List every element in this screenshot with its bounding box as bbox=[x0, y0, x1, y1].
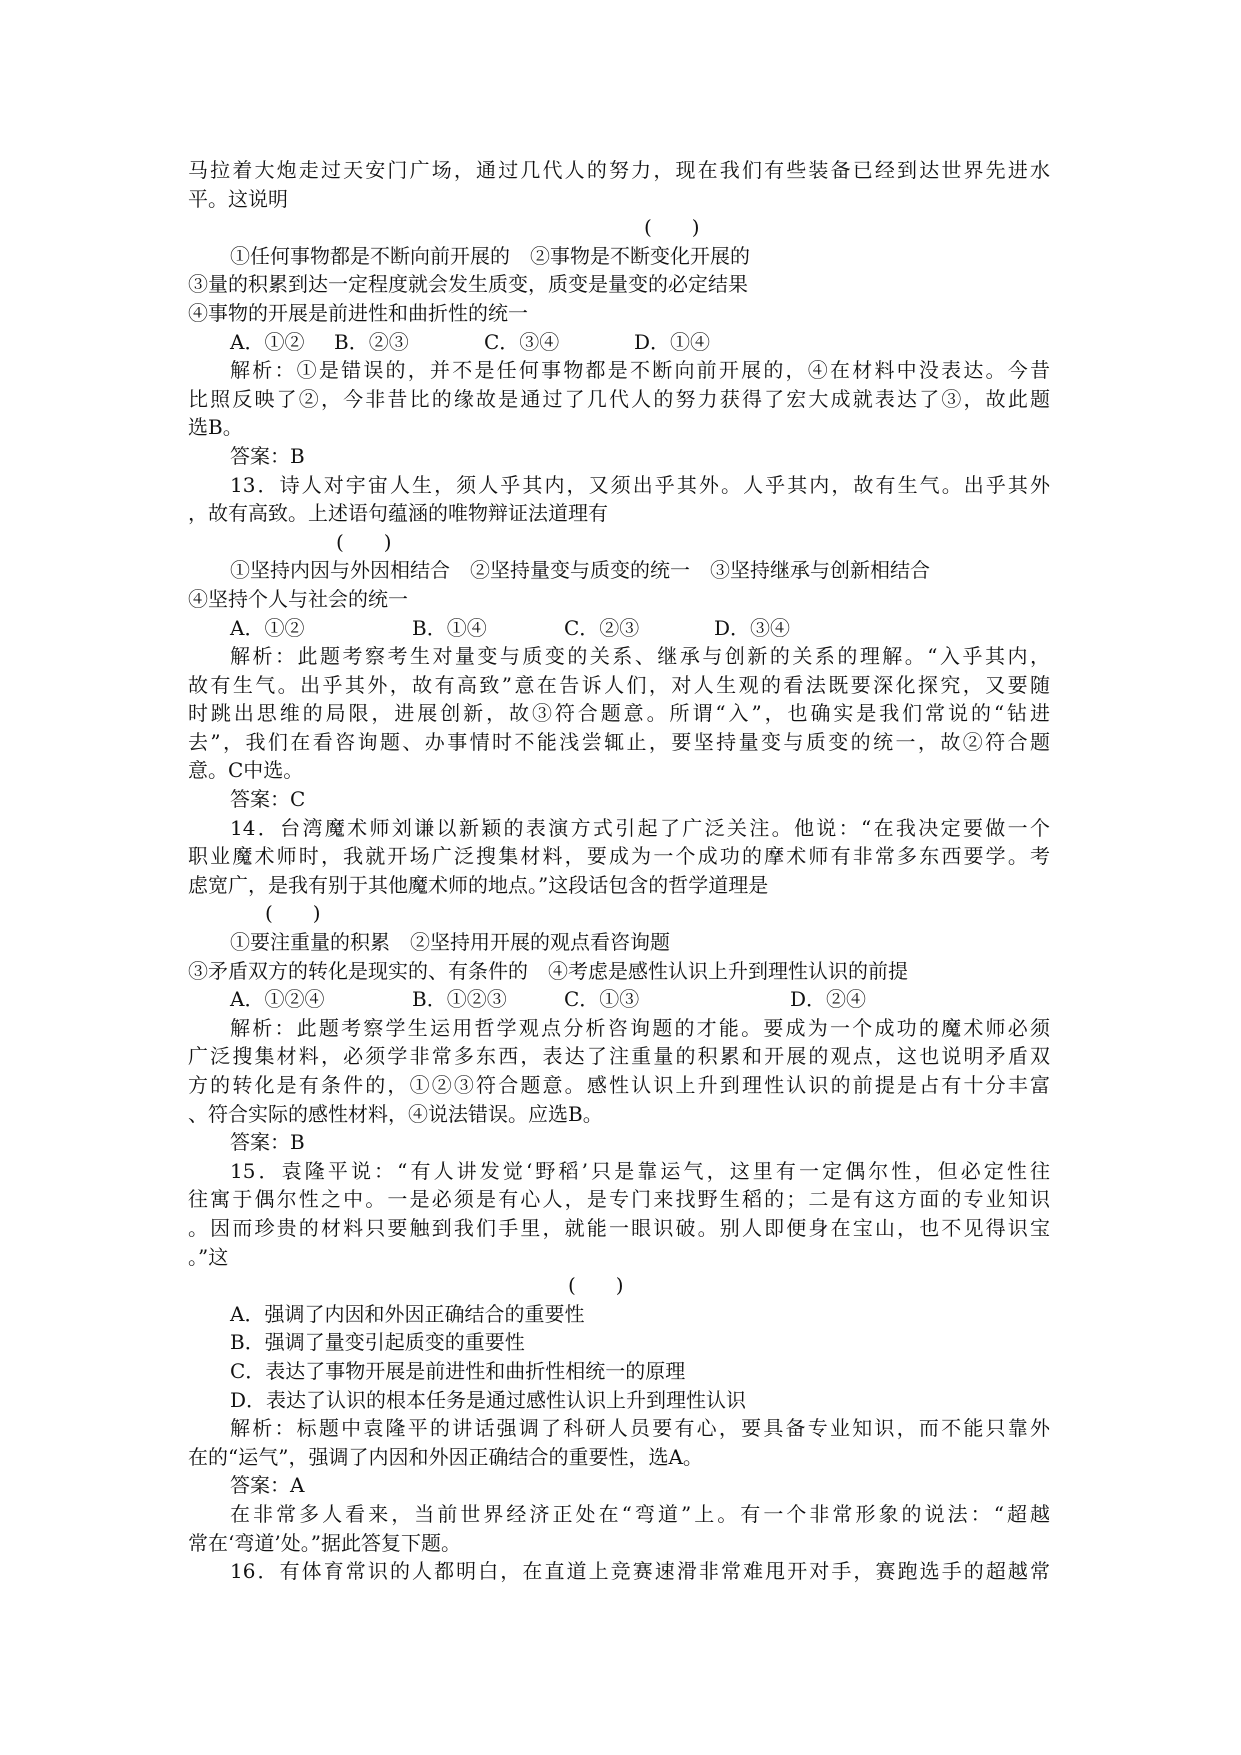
option-a: A．①② bbox=[230, 329, 305, 354]
text-line: 广泛搜集材料，必须学非常多东西，表达了注重量的积累和开展的观点，这也说明矛盾双 bbox=[188, 1044, 1050, 1069]
text-line: ④坚持个人与社会的统一 bbox=[188, 586, 408, 611]
options-row-q12 bbox=[188, 328, 1050, 357]
text-line: ③矛盾双方的转化是现实的、有条件的 ④考虑是感性认识上升到理性认识的前提 bbox=[188, 958, 908, 983]
text-line: 在非常多人看来，当前世界经济正处在“弯道”上。有一个非常形象的说法：“超越 bbox=[230, 1501, 1050, 1526]
text-line: 方的转化是有条件的，①②③符合题意。感性认识上升到理性认识的前提是占有十分丰富 bbox=[188, 1073, 1050, 1097]
answer-blank: ( ) bbox=[265, 901, 321, 926]
answer-blank: ( ) bbox=[336, 529, 392, 554]
text-line: 意。C中选。 bbox=[188, 758, 304, 783]
text-line: 解析：标题中袁隆平的讲话强调了科研人员要有心，要具备专业知识，而不能只靠外 bbox=[230, 1416, 1050, 1441]
option-c: C．②③ bbox=[564, 615, 640, 640]
text-line: 往寓于偶尔性之中。一是必须是有心人，是专门来找野生稻的；二是有这方面的专业知识 bbox=[188, 1187, 1050, 1212]
question-line: 13．诗人对宇宙人生，须人乎其内，又须出乎其外。人乎其内，故有生气。出乎其外 bbox=[230, 472, 1050, 497]
option-d: D．①④ bbox=[634, 329, 711, 354]
question-line: 14．台湾魔术师刘谦以新颖的表演方式引起了广泛关注。他说：“在我决定要做一个 bbox=[230, 815, 1050, 840]
option-b: B．①④ bbox=[412, 615, 487, 640]
options-row-q14 bbox=[188, 985, 1050, 1014]
answer-blank: ( ) bbox=[568, 1273, 624, 1298]
text-line: ，故有高致。上述语句蕴涵的唯物辩证法道理有 bbox=[188, 501, 608, 526]
option-line: D．表达了认识的根本任务是通过感性认识上升到理性认识 bbox=[230, 1387, 747, 1412]
text-line: 选B。 bbox=[188, 415, 243, 440]
text-line: 、符合实际的感性材料，④说法错误。应选B。 bbox=[188, 1101, 603, 1126]
text-line: 马拉着大炮走过天安门广场，通过几代人的努力，现在我们有些装备已经到达世界先进水 bbox=[188, 158, 1050, 182]
option-d: D．③④ bbox=[714, 615, 791, 640]
question-line: 15．袁隆平说：“有人讲发觉‘野稻’只是靠运气，这里有一定偶尔性，但必定性往 bbox=[230, 1158, 1050, 1183]
option-b: B．②③ bbox=[334, 329, 409, 354]
text-line: 故有生气。出乎其外，故有高致”意在告诉人们，对人生观的看法既要深化探究，又要随 bbox=[188, 672, 1050, 697]
answer-line: 答案：B bbox=[230, 443, 305, 468]
text-line: ①坚持内因与外因相结合 ②坚持量变与质变的统一 ③坚持继承与创新相结合 bbox=[230, 558, 930, 583]
text-line: 。”这 bbox=[188, 1244, 229, 1269]
answer-line: 答案：B bbox=[230, 1130, 305, 1155]
option-a: A．①②④ bbox=[230, 987, 325, 1012]
text-line: 解析：此题考察学生运用哲学观点分析咨询题的才能。要成为一个成功的魔术师必须 bbox=[230, 1015, 1050, 1040]
options-row-q13 bbox=[188, 614, 1050, 643]
text-line: ①任何事物都是不断向前开展的 ②事物是不断变化开展的 bbox=[230, 243, 750, 268]
text-line: ④事物的开展是前进性和曲折性的统一 bbox=[188, 300, 528, 325]
option-line: A．强调了内因和外因正确结合的重要性 bbox=[230, 1301, 585, 1326]
option-c: C．③④ bbox=[484, 329, 560, 354]
text-line: 去”，我们在看咨询题、办事情时不能浅尝辄止，要坚持量变与质变的统一，故②符合题 bbox=[188, 729, 1050, 754]
text-line: 解析：此题考察考生对量变与质变的关系、继承与创新的关系的理解。“入乎其内， bbox=[230, 644, 1050, 669]
text-line: 比照反映了②，今非昔比的缘故是通过了几代人的努力获得了宏大成就表达了③，故此题 bbox=[188, 386, 1050, 411]
document-body bbox=[188, 156, 1050, 1586]
text-line: 解析：①是错误的，并不是任何事物都是不断向前开展的，④在材料中没表达。今昔 bbox=[230, 358, 1050, 383]
option-a: A．①② bbox=[230, 615, 305, 640]
text-line: 平。这说明 bbox=[188, 186, 288, 211]
option-line: C．表达了事物开展是前进性和曲折性相统一的原理 bbox=[230, 1358, 686, 1383]
text-line: ③量的积累到达一定程度就会发生质变，质变是量变的必定结果 bbox=[188, 272, 748, 297]
answer-blank: ( ) bbox=[644, 215, 700, 240]
text-line: 。因而珍贵的材料只要触到我们手里，就能一眼识破。别人即便身在宝山，也不见得识宝 bbox=[188, 1215, 1050, 1240]
answer-line: 答案：A bbox=[230, 1473, 305, 1498]
question-line: 16．有体育常识的人都明白，在直道上竞赛速滑非常难甩开对手，赛跑选手的超越常 bbox=[230, 1559, 1050, 1584]
text-line: 虑宽广，是我有别于其他魔术师的地点。”这段话包含的哲学道理是 bbox=[188, 872, 769, 897]
text-line: 常在‘弯道’处。”据此答复下题。 bbox=[188, 1530, 461, 1555]
answer-line: 答案：C bbox=[230, 787, 306, 812]
text-line: 时跳出思维的局限，进展创新，故③符合题意。所谓“入”，也确实是我们常说的“钻进 bbox=[188, 701, 1050, 726]
option-b: B．①②③ bbox=[412, 987, 507, 1012]
option-line: B．强调了量变引起质变的重要性 bbox=[230, 1330, 525, 1355]
option-c: C．①③ bbox=[564, 987, 640, 1012]
option-d: D．②④ bbox=[790, 987, 867, 1012]
text-line: 职业魔术师时，我就开场广泛搜集材料，要成为一个成功的摩术师有非常多东西要学。考 bbox=[188, 844, 1050, 869]
text-line: 在的“运气”，强调了内因和外因正确结合的重要性，选A。 bbox=[188, 1444, 703, 1469]
text-line: ①要注重量的积累 ②坚持用开展的观点看咨询题 bbox=[230, 930, 670, 955]
